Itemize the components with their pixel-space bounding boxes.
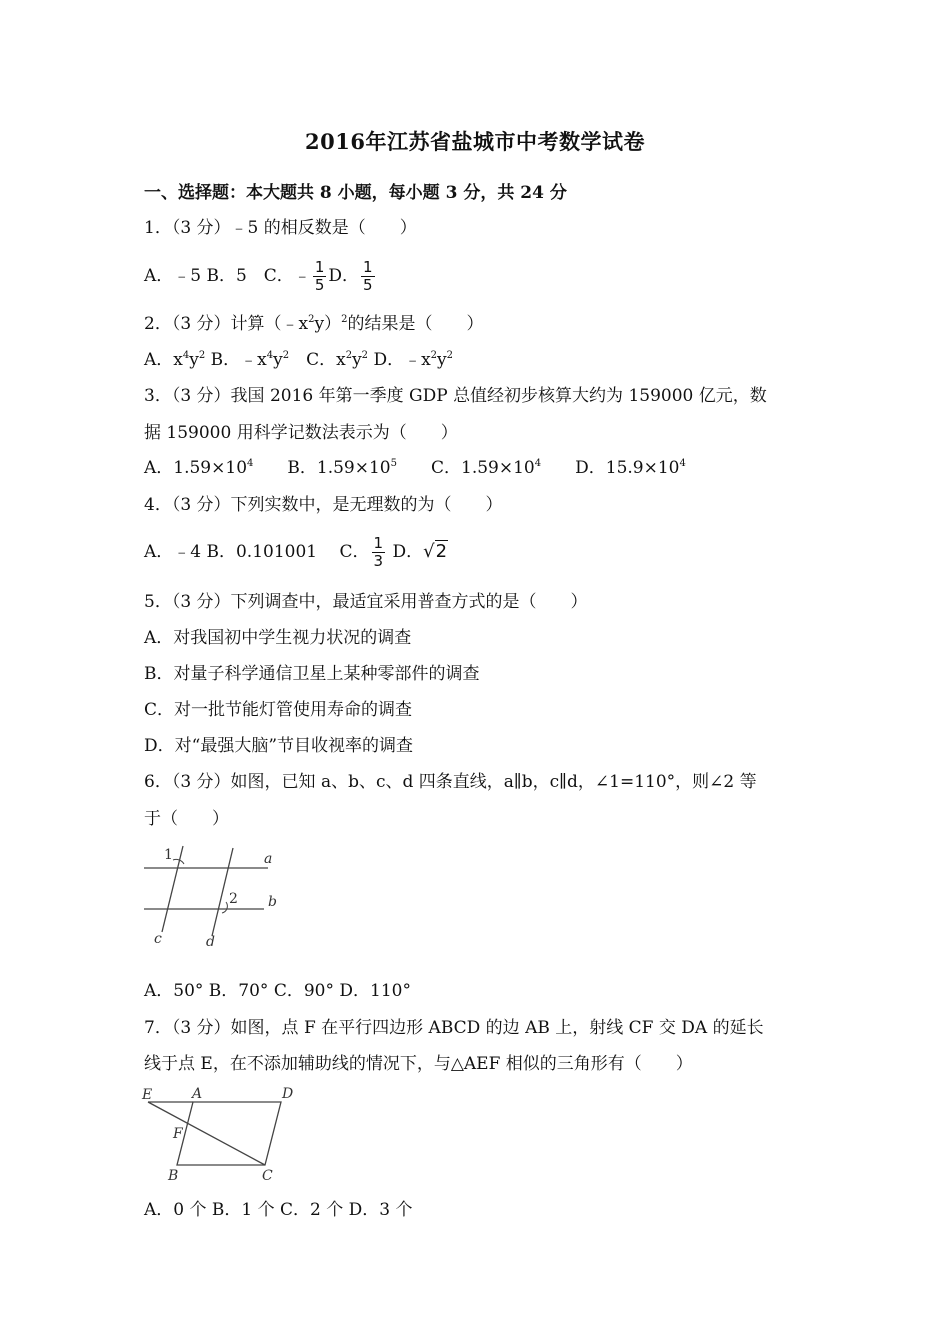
q6-options: A．50° B．70° C．90° D．110° <box>144 981 411 1001</box>
q5-option-a: A．对我国初中学生视力状况的调查 <box>144 628 412 648</box>
label-b: b <box>268 894 277 910</box>
parallelogram-abcd <box>177 1102 281 1165</box>
q4-options: A．﹣4 B．0.101001 C． $\frac{1}{3}$ D．√2 <box>144 534 448 570</box>
label-c: c <box>154 931 162 947</box>
ray-cf <box>148 1102 265 1165</box>
page-title: 2016年江苏省盐城市中考数学试卷 <box>305 129 645 154</box>
q5-stem: 5．（3 分）下列调查中，最适宜采用普查方式的是（ ） <box>144 592 588 612</box>
q7-options: A．0 个 B．1 个 C．2 个 D．3 个 <box>144 1200 413 1220</box>
label-1: 1 <box>164 847 173 863</box>
q7-stem-line2: 线于点 E，在不添加辅助线的情况下，与△AEF 相似的三角形有（ ） <box>144 1054 693 1074</box>
q7-stem-line1: 7．（3 分）如图，点 F 在平行四边形 ABCD 的边 AB 上，射线 CF 交 DA 的延长 <box>144 1018 764 1038</box>
q7-figure <box>140 1082 310 1186</box>
label-2: 2 <box>229 891 238 907</box>
label-d: d <box>206 934 215 950</box>
q1-stem: 1．（3 分）﹣5 的相反数是（ ） <box>144 218 417 238</box>
q5-option-c: C．对一批节能灯管使用寿命的调查 <box>144 700 413 720</box>
q2-options: A．$x^4y^2$ B．$﹣x^4y^2$ C．$x^2y^2$ D．$﹣x^2y^2$ <box>144 350 454 370</box>
q4-stem: 4．（3 分）下列实数中，是无理数的为（ ） <box>144 495 503 515</box>
label-c-point: C <box>262 1168 273 1184</box>
q1-option-ab: A．﹣5 B．5 C．﹣ <box>144 266 311 286</box>
q1-options <box>144 258 377 294</box>
q4-sqrt: √2 <box>423 541 448 562</box>
q3-options: A．$1.59\times 10^4$ B．$1.59\times 10^5$ C．$1.59\times 10^4$ D．$15.9\times 10^4$ <box>144 458 686 478</box>
q4-fraction-c: $\frac{1}{3}$ <box>373 534 384 570</box>
section-heading: 一、选择题：本大题共 8 小题，每小题 3 分，共 24 分 <box>144 183 567 203</box>
label-a-point: A <box>192 1086 203 1102</box>
q6-stem-line2: 于（ ） <box>144 809 229 829</box>
q6-figure <box>140 842 290 952</box>
label-f: F <box>173 1126 183 1142</box>
q3-stem-line2: 据 159000 用科学记数法表示为（ ） <box>144 423 458 443</box>
q5-option-b: B．对量子科学通信卫星上某种零部件的调查 <box>144 664 480 684</box>
label-e: E <box>142 1087 153 1103</box>
label-a: a <box>264 851 273 867</box>
q1-option-d: D． <box>328 266 359 286</box>
q2-stem: 2．（3 分）计算$(﹣x^2y)^2$的结果是（ ） <box>144 314 484 334</box>
angle2-arc <box>222 902 227 913</box>
q6-stem-line1: 6．（3 分）如图，已知 a、b、c、d 四条直线，a∥b，c∥d，∠1=110°，则∠2 等 <box>144 772 757 792</box>
q5-option-d: D．对“最强大脑”节目收视率的调查 <box>144 736 414 756</box>
label-b-point: B <box>168 1168 179 1184</box>
q3-stem-line1: 3．（3 分）我国 2016 年第一季度 GDP 总值经初步核算大约为 159000 亿元，数 <box>144 386 767 406</box>
q1-fraction-d: $\frac{1}{5}$ <box>363 258 373 294</box>
label-d-point: D <box>282 1086 294 1102</box>
q1-fraction-c: $\frac{1}{5}$ <box>314 258 325 294</box>
